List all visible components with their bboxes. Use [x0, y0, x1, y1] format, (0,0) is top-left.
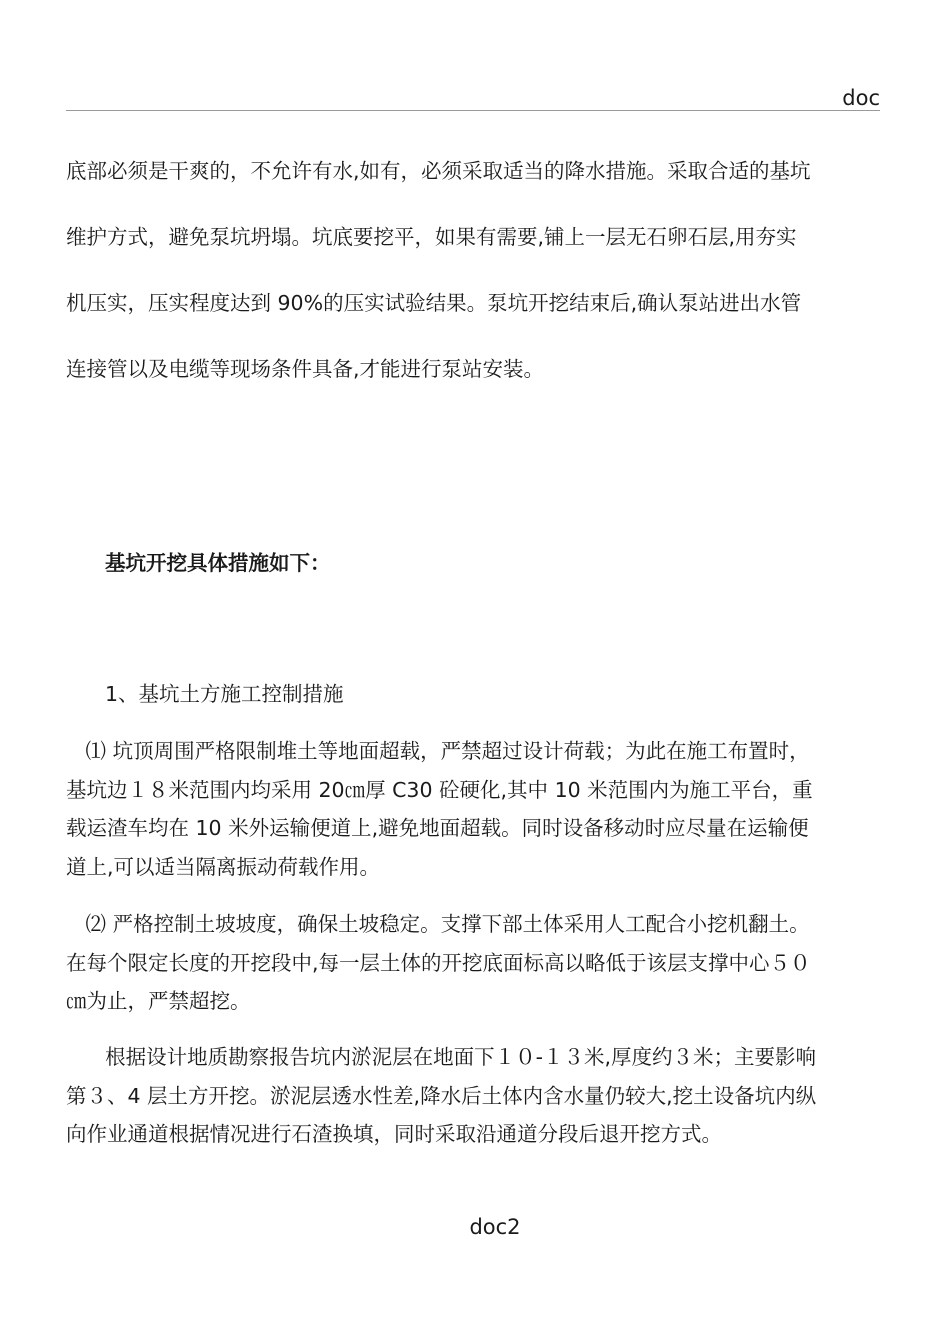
header-divider	[66, 110, 880, 111]
paragraph-line: 道上,可以适当隔离振动荷载作用。	[66, 854, 381, 879]
paragraph-line: ⑴ 坑顶周围严格限制堆土等地面超载，严禁超过设计荷载；为此在施工布置时，	[66, 739, 810, 763]
page-header-label: doc	[842, 86, 880, 110]
subsection-heading: 1、基坑土方施工控制措施	[105, 682, 344, 706]
paragraph-line: 载运渣车均在 10 米外运输便道上,避免地面超载。同时设备移动时应尽量在运输便	[66, 816, 809, 840]
paragraph-line: ⑵ 严格控制土坡坡度，确保土坡稳定。支撑下部土体采用人工配合小挖机翻土。	[66, 912, 810, 936]
paragraph-line: 维护方式，避免泵坑坍塌。坑底要挖平，如果有需要,铺上一层无石卵石层,用夯实	[66, 225, 797, 249]
page-footer-label: doc2	[469, 1215, 521, 1239]
paragraph-line: 底部必须是干爽的，不允许有水,如有，必须采取适当的降水措施。采取合适的基坑	[66, 159, 811, 183]
measure-1-paragraph	[66, 736, 813, 890]
paragraph-line: 机压实，压实程度达到 90%的压实试验结果。泵坑开挖结束后,确认泵站进出水管	[66, 291, 802, 315]
measure-2-paragraph	[66, 909, 811, 1025]
paragraph-line: 连接管以及电缆等现场条件具备,才能进行泵站安装。	[66, 357, 545, 381]
paragraph-line: 第３、4 层土方开挖。淤泥层透水性差,降水后土体内含水量仍较大,挖土设备坑内纵	[66, 1083, 817, 1108]
paragraph-line: 基坑边１８米范围内均采用 20㎝厚 C30 砼硬化,其中 10 米范围内为施工平台，重	[66, 777, 813, 802]
section-heading: 基坑开挖具体措施如下：	[105, 551, 331, 575]
intro-paragraph	[66, 156, 811, 420]
paragraph-line: 向作业通道根据情况进行石渣换填，同时采取沿通道分段后退开挖方式。	[66, 1122, 722, 1146]
geology-paragraph	[66, 1042, 816, 1158]
paragraph-line: 在每个限定长度的开挖段中,每一层土体的开挖底面标高以略低于该层支撑中心５０	[66, 950, 811, 975]
paragraph-line: ㎝为止，严禁超挖。	[66, 989, 251, 1013]
paragraph-line: 根据设计地质勘察报告坑内淤泥层在地面下１０-１３米,厚度约３米；主要影响	[66, 1045, 817, 1069]
